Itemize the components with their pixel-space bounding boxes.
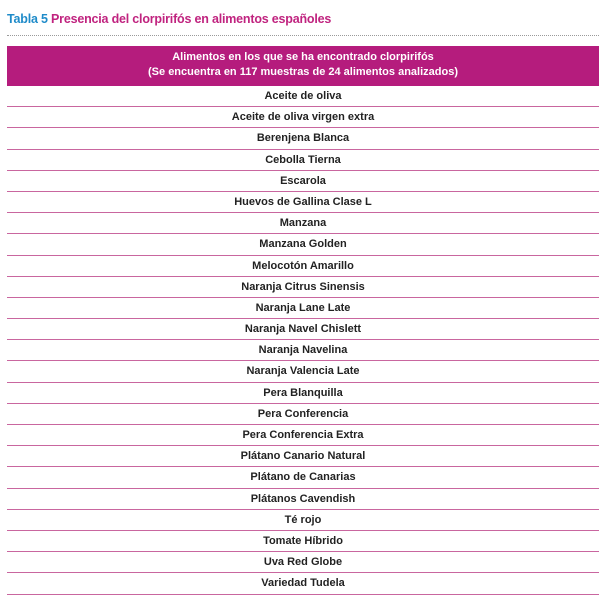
table-row: Naranja Lane Late [7, 298, 599, 319]
table-row: Variedad Tudela [7, 573, 599, 594]
table-row: Pera Conferencia Extra [7, 425, 599, 446]
table-row: Naranja Navel Chislett [7, 319, 599, 340]
header-line-2: (Se encuentra en 117 muestras de 24 alimentos analizados) [148, 66, 458, 78]
table-row: Naranja Navelina [7, 340, 599, 361]
table-header [7, 46, 599, 85]
table-row: Cebolla Tierna [7, 150, 599, 171]
foods-table [7, 46, 599, 595]
table-row: Berenjena Blanca [7, 128, 599, 149]
table-row: Plátano Canario Natural [7, 446, 599, 467]
table-row: Manzana [7, 213, 599, 234]
table-row: Aceite de oliva [7, 86, 599, 107]
table-row: Uva Red Globe [7, 552, 599, 573]
table-title-row [7, 10, 599, 36]
table-title-text: Presencia del clorpirifós en alimentos españoles [51, 12, 332, 26]
table-row: Naranja Valencia Late [7, 361, 599, 382]
table-number: Tabla 5 [7, 12, 48, 26]
table-row: Escarola [7, 171, 599, 192]
table-row: Pera Blanquilla [7, 383, 599, 404]
table-row: Naranja Citrus Sinensis [7, 277, 599, 298]
table-row: Té rojo [7, 510, 599, 531]
table-row: Huevos de Gallina Clase L [7, 192, 599, 213]
table-row: Melocotón Amarillo [7, 256, 599, 277]
table-row: Aceite de oliva virgen extra [7, 107, 599, 128]
table-row: Tomate Híbrido [7, 531, 599, 552]
table-title [7, 12, 331, 26]
table-row: Manzana Golden [7, 234, 599, 255]
header-line-1: Alimentos en los que se ha encontrado clorpirifós [172, 51, 434, 63]
table-row: Plátano de Canarias [7, 467, 599, 488]
table-body [7, 85, 599, 595]
table-row: Plátanos Cavendish [7, 489, 599, 510]
table-row: Pera Conferencia [7, 404, 599, 425]
